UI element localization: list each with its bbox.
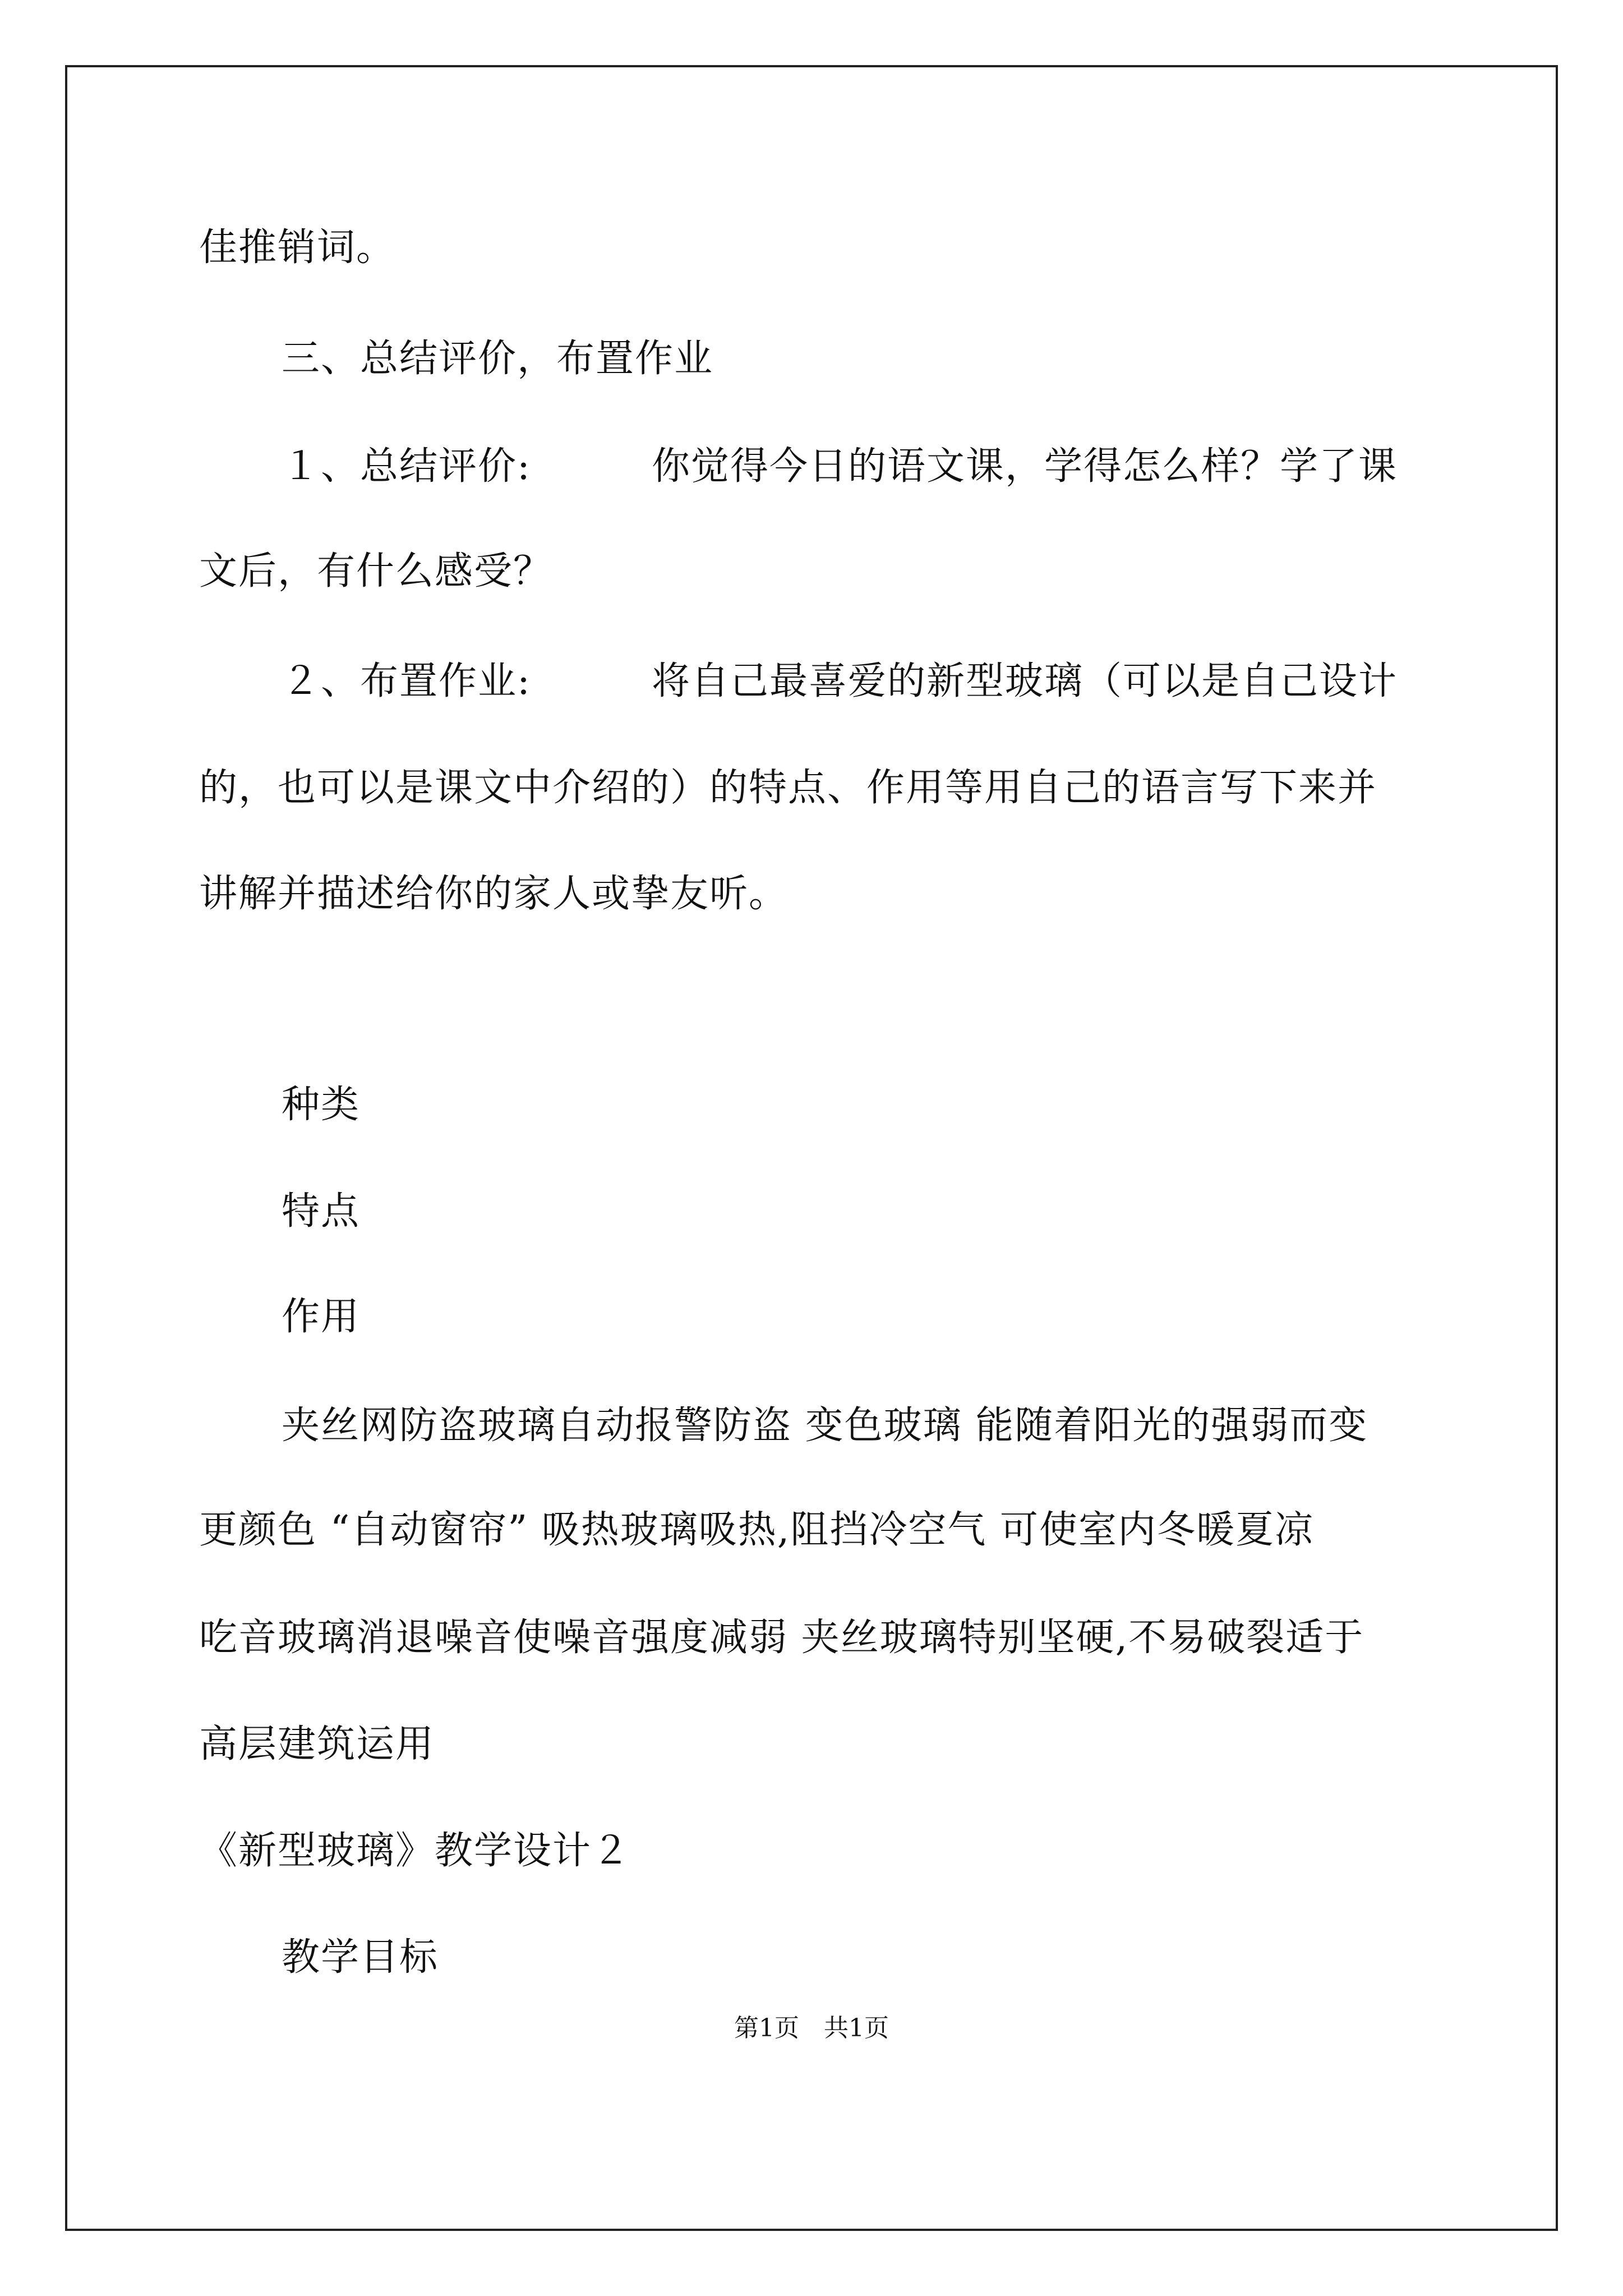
text-line: ２、布置作业: (282, 659, 531, 703)
text-line: １、总结评价: (282, 444, 531, 489)
text-line: 的，也可以是课文中介绍的）的特点、作用等用自己的语言写下来并 (199, 766, 1377, 810)
text-line: 教学目标 (282, 1935, 439, 1980)
text-line: 作用 (282, 1295, 361, 1339)
text-line: 吃音玻璃消退噪音使噪音强度减弱 夹丝玻璃特别坚硬,不易破裂适于 (199, 1616, 1364, 1660)
text-line: 讲解并描述给你的家人或挚友听。 (199, 872, 789, 916)
text-line: 文后，有什么感受？ (199, 549, 553, 593)
page-footer: 第1页 共1页 (734, 2014, 889, 2042)
page-border (65, 65, 1558, 2231)
text-line: 夹丝网防盗玻璃自动报警防盗 变色玻璃 能随着阳光的强弱而变 (282, 1404, 1368, 1448)
text-line: 将自己最喜爱的新型玻璃（可以是自己设计 (652, 659, 1398, 703)
text-line: 高层建筑运用 (199, 1722, 435, 1766)
section-heading: 三、总结评价，布置作业 (282, 337, 714, 381)
text-line: 你觉得今日的语文课，学得怎么样？学了课 (652, 444, 1398, 489)
text-line: 种类 (282, 1083, 361, 1127)
section-title: 《新型玻璃》教学设计２ (199, 1829, 631, 1873)
text-line: 特点 (282, 1189, 361, 1234)
text-line: 更颜色 “自动窗帘” 吸热玻璃吸热,阻挡冷空气 可使室内冬暖夏凉 (199, 1508, 1314, 1552)
text-line: 佳推销词。 (199, 226, 396, 270)
